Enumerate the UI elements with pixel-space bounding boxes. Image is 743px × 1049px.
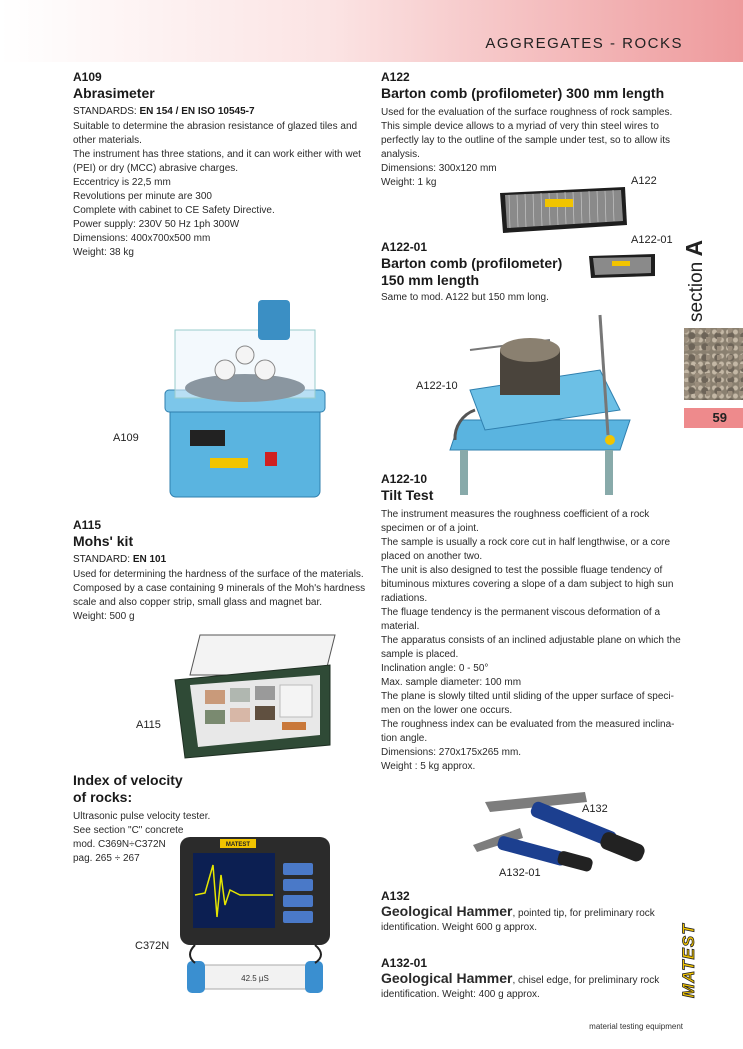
product-title: Tilt Test xyxy=(381,487,434,503)
device-brand: MATEST xyxy=(225,842,251,848)
barton-comb-150-image xyxy=(587,252,657,280)
product-description xyxy=(381,508,681,774)
desc-line: Used for determining the hardness of the surface of the materials. xyxy=(73,569,364,580)
desc-line: sample is placed. xyxy=(381,649,459,660)
desc-line: The unit is also designed to test the possible fluage tendency of xyxy=(381,565,663,576)
desc-line: specimen or of a joint. xyxy=(381,523,479,534)
image-label-a115: A115 xyxy=(136,719,161,731)
desc-line: men on the lower one occurs. xyxy=(381,705,513,716)
product-title: Barton comb (profilometer) 300 mm length xyxy=(381,85,665,101)
desc-line: Dimensions: 400x700x500 mm xyxy=(73,233,211,244)
product-code: A132 xyxy=(381,889,410,903)
product-title: Abrasimeter xyxy=(73,85,155,101)
image-label-a132: A132 xyxy=(582,803,608,815)
product-a122-01 xyxy=(381,240,611,305)
page-number: 59 xyxy=(712,410,727,425)
desc-line: , chisel edge, for preliminary rock xyxy=(512,975,660,986)
desc-line: material. xyxy=(381,621,420,632)
desc-line: Same to mod. A122 but 150 mm long. xyxy=(381,292,549,303)
abrasimeter-image xyxy=(160,290,335,505)
product-code: A132-01 xyxy=(381,956,428,970)
product-description xyxy=(381,971,681,988)
footer-text: material testing equipment xyxy=(589,1022,683,1031)
desc-line: The roughness index can be evaluated from the measured inclina- xyxy=(381,719,675,730)
desc-line: The instrument has three stations, and it can work either with wet xyxy=(73,149,361,160)
brand-logo-text: MATEST xyxy=(679,923,698,998)
desc-line: The fluage tendency is the permanent viscous deformation of a xyxy=(381,607,661,618)
desc-line: Composed by a case containing 9 minerals of the Moh's hardness xyxy=(73,583,366,594)
image-label-a132-01: A132-01 xyxy=(499,867,541,879)
image-label-c372n: C372N xyxy=(135,940,170,952)
product-a132-01 xyxy=(381,956,681,1002)
desc-line: identification. Weight: 400 g approx. xyxy=(381,989,540,1000)
barton-comb-300-image xyxy=(495,185,630,237)
desc-line: The apparatus consists of an inclined adjustable plane on which the xyxy=(381,635,681,646)
desc-line: bituminous mixtures covering a slope of a dam subject to high sun xyxy=(381,579,674,590)
page-number-bar xyxy=(684,408,743,428)
desc-line: See section "C" concrete xyxy=(73,825,184,836)
desc-line: analysis. xyxy=(381,149,420,160)
product-code: A109 xyxy=(73,70,102,84)
desc-line: Used for the evaluation of the surface roughness of rock samples. xyxy=(381,107,673,118)
mohs-kit-image xyxy=(170,630,340,760)
desc-line: The plane is slowly tilted until sliding of the upper surface of speci- xyxy=(381,691,674,702)
desc-line: tion angle. xyxy=(381,733,428,744)
section-word: section xyxy=(686,261,707,322)
image-label-a109: A109 xyxy=(113,432,139,444)
desc-line: Complete with cabinet to CE Safety Directive. xyxy=(73,205,275,216)
desc-line: Weight: 38 kg xyxy=(73,247,134,258)
standards-prefix: STANDARDS: xyxy=(73,106,137,117)
desc-line: other materials. xyxy=(73,135,142,146)
product-description xyxy=(73,568,373,624)
image-label-a122: A122 xyxy=(631,175,657,187)
desc-line: mod. C369N÷C372N xyxy=(73,839,166,850)
desc-line: radiations. xyxy=(381,593,428,604)
product-a122-10 xyxy=(381,472,681,774)
desc-line: perfectly lay to the outline of the sample under test, so to allow its xyxy=(381,135,671,146)
desc-line: Max. sample diameter: 100 mm xyxy=(381,677,522,688)
desc-line: identification. Weight 600 g approx. xyxy=(381,922,538,933)
desc-line: Power supply: 230V 50 Hz 1ph 300W xyxy=(73,219,240,230)
desc-line: , pointed tip, for preliminary rock xyxy=(512,908,655,919)
sample-label: 42.5 µS xyxy=(241,974,269,983)
desc-line: Inclination angle: 0 - 50° xyxy=(381,663,489,674)
product-code: A115 xyxy=(73,518,102,532)
header-title: AGGREGATES - ROCKS xyxy=(485,35,683,52)
product-description xyxy=(73,120,373,260)
section-label xyxy=(676,230,716,325)
desc-line: placed on another two. xyxy=(381,551,483,562)
product-description xyxy=(381,904,681,921)
product-description xyxy=(381,291,611,305)
product-a132 xyxy=(381,889,681,935)
product-title: Mohs' kit xyxy=(73,533,134,549)
desc-line: Dimensions: 300x120 mm xyxy=(381,163,497,174)
desc-line: The instrument measures the roughness coefficient of a rock xyxy=(381,509,650,520)
section-letter: A xyxy=(681,239,707,257)
geological-hammers-image xyxy=(465,790,660,875)
product-title-line2: 150 mm length xyxy=(381,272,480,288)
product-a109 xyxy=(73,70,373,260)
product-code: A122-10 xyxy=(381,472,428,486)
desc-line: scale and also copper strip, small glass and magnet bar. xyxy=(73,597,323,608)
desc-line: Suitable to determine the abrasion resistance of glazed tiles and xyxy=(73,121,358,132)
desc-line: Weight : 5 kg approx. xyxy=(381,761,476,772)
image-label-a122-10: A122-10 xyxy=(416,380,458,392)
velocity-title-line1: Index of velocity xyxy=(73,772,183,788)
desc-line: pag. 265 ÷ 267 xyxy=(73,853,140,864)
product-title: Geological Hammer xyxy=(381,903,513,919)
desc-line: Weight: 500 g xyxy=(73,611,135,622)
product-standard xyxy=(73,553,373,566)
product-code: A122 xyxy=(381,70,410,84)
velocity-title-line2: of rocks: xyxy=(73,789,133,805)
standards-value: EN 154 / EN ISO 10545-7 xyxy=(139,106,255,117)
standard-value: EN 101 xyxy=(132,554,167,565)
product-a115 xyxy=(73,518,373,624)
desc-line: Eccentricy is 22,5 mm xyxy=(73,177,171,188)
product-standards xyxy=(73,105,373,118)
standard-prefix: STANDARD: xyxy=(73,554,131,565)
desc-line: Revolutions per minute are 300 xyxy=(73,191,212,202)
desc-line: Dimensions: 270x175x265 mm. xyxy=(381,747,522,758)
gravel-photo xyxy=(684,328,743,400)
product-title-line1: Barton comb (profilometer) xyxy=(381,255,563,271)
product-code: A122-01 xyxy=(381,240,428,254)
ultrasonic-tester-image xyxy=(175,835,335,1005)
desc-line: The sample is usually a rock core cut in half lengthwise, or a core xyxy=(381,537,671,548)
desc-line: Weight: 1 kg xyxy=(381,177,437,188)
desc-line: Ultrasonic pulse velocity tester. xyxy=(73,811,211,822)
product-a122 xyxy=(381,70,681,190)
page-header xyxy=(0,0,743,62)
product-title: Geological Hammer xyxy=(381,970,513,986)
image-label-a122-01: A122-01 xyxy=(631,234,673,246)
desc-line: (PEI) or dry (MCC) abrasive charges. xyxy=(73,163,239,174)
desc-line: This simple device allows to a myriad of very thin steel wires to xyxy=(381,121,659,132)
